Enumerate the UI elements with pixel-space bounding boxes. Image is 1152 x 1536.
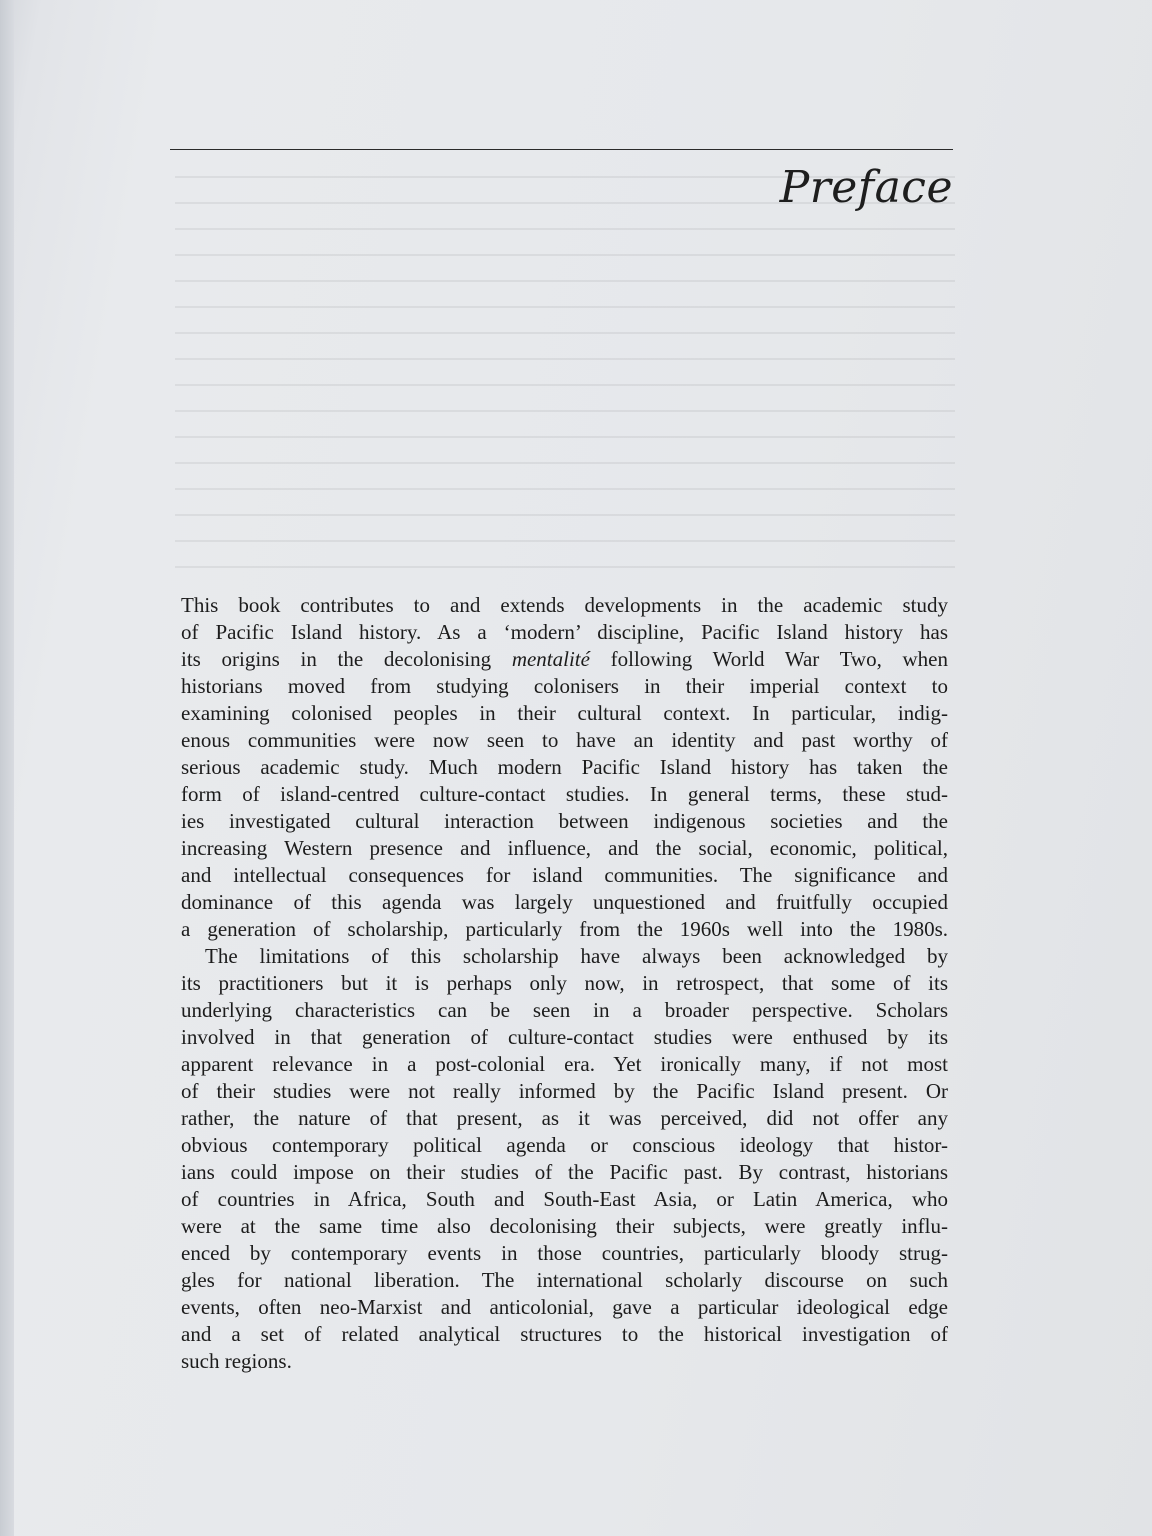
text-line: examining colonised peoples in their cultural context. In particular, indig- (181, 701, 948, 725)
text-line: a generation of scholarship, particularly from the 1960s well into the 1980s. (181, 917, 948, 941)
text-line: were at the same time also decolonising their subjects, were greatly influ- (181, 1214, 948, 1238)
text-line: underlying characteristics can be seen in a broader perspective. Scholars (181, 998, 948, 1022)
paragraph-1 (181, 592, 948, 943)
text-line: such regions. (181, 1349, 292, 1373)
text-line: The limitations of this scholarship have always been acknowledged by (205, 944, 948, 968)
text-line: serious academic study. Much modern Pacific Island history has taken the (181, 755, 948, 779)
text-line: enced by contemporary events in those countries, particularly bloody strug- (181, 1241, 948, 1265)
text-line: of Pacific Island history. As a ‘modern’ discipline, Pacific Island history has (181, 620, 948, 644)
bleed-through-text (175, 160, 955, 580)
text-line: form of island-centred culture-contact studies. In general terms, these stud- (181, 782, 948, 806)
text-line: ians could impose on their studies of the Pacific past. By contrast, historians (181, 1160, 948, 1184)
text-line: dominance of this agenda was largely unquestioned and fruitfully occupied (181, 890, 948, 914)
text-line: This book contributes to and extends developments in the academic study (181, 593, 948, 617)
italic-term: mentalité (511, 647, 590, 671)
text-line: events, often neo-Marxist and anticolonial, gave a particular ideological edge (181, 1295, 948, 1319)
page-gutter-shadow (0, 0, 14, 1536)
text-line: obvious contemporary political agenda or conscious ideology that histor- (181, 1133, 948, 1157)
text-line: ies investigated cultural interaction between indigenous societies and the (181, 809, 948, 833)
page-title: Preface (779, 162, 953, 213)
text-line: of countries in Africa, South and South-East Asia, or Latin America, who (181, 1187, 948, 1211)
text-line: and intellectual consequences for island communities. The significance and (181, 863, 948, 887)
text-line: and a set of related analytical structures to the historical investigation of (181, 1322, 948, 1346)
text-line: its origins in the decolonising mentalité following World War Two, when (181, 647, 948, 671)
text-line: gles for national liberation. The international scholarly discourse on such (181, 1268, 948, 1292)
text-line: enous communities were now seen to have an identity and past worthy of (181, 728, 948, 752)
text-line: apparent relevance in a post-colonial era. Yet ironically many, if not most (181, 1052, 948, 1076)
body-text (181, 592, 948, 1375)
text-line: historians moved from studying colonisers in their imperial context to (181, 674, 948, 698)
text-line: its practitioners but it is perhaps only now, in retrospect, that some of its (181, 971, 948, 995)
text-line: of their studies were not really informed by the Pacific Island present. Or (181, 1079, 948, 1103)
paragraph-2 (181, 943, 948, 1375)
header-rule (170, 149, 953, 150)
text-line: involved in that generation of culture-contact studies were enthused by its (181, 1025, 948, 1049)
text-line: increasing Western presence and influence, and the social, economic, political, (181, 836, 948, 860)
text-line: rather, the nature of that present, as it was perceived, did not offer any (181, 1106, 948, 1130)
